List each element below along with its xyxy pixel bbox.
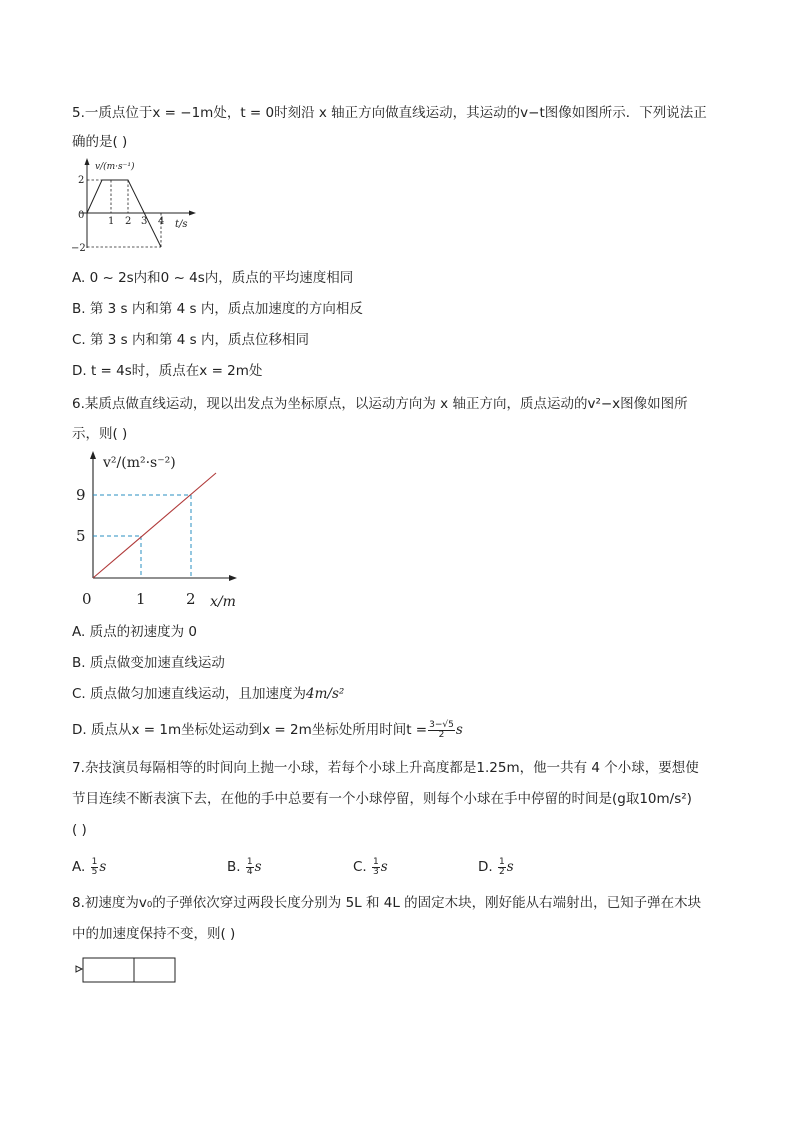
q6-option-b: B. 质点做变加速直线运动 [72, 655, 225, 671]
q7-option-d [478, 857, 514, 877]
q6-stem-line2: 示，则( ) [72, 426, 128, 442]
q6-v2x-graph [76, 447, 246, 615]
q6-option-c-math: 4m/s² [306, 686, 345, 702]
q7-option-a-num: 1 [91, 856, 98, 867]
q6-ytick-5: 5 [76, 527, 86, 545]
q5-xtick-2: 2 [125, 216, 132, 227]
q7-option-a-den: 5 [91, 866, 98, 877]
wood-block-4l [134, 958, 175, 982]
q7-option-b-label: B. [227, 859, 241, 875]
q7-option-d-num: 1 [498, 856, 505, 867]
q7-option-a-label: A. [72, 859, 86, 875]
q5-ytick-neg2: −2 [71, 243, 86, 254]
q7-option-c-den: 3 [373, 866, 379, 877]
q6-xtick-1: 1 [136, 590, 146, 608]
q5-ytick-0: 0 [78, 210, 85, 221]
q7-option-d-den: 2 [498, 866, 505, 877]
q5-xtick-1: 1 [108, 216, 115, 227]
q6-xlabel: x/m [210, 594, 236, 610]
q5-xtick-3: 3 [141, 216, 148, 227]
q6-xtick-2: 2 [186, 590, 196, 608]
q6-option-d-unit: s [455, 722, 463, 738]
q7-option-a-fraction [91, 858, 99, 877]
q6-ylabel: v²/(m²·s⁻²) [103, 455, 176, 471]
q7-option-b-num: 1 [246, 856, 253, 867]
q6-xtick-0: 0 [82, 590, 92, 608]
q7-option-a-unit: s [99, 859, 107, 875]
q6-ytick-9: 9 [76, 486, 86, 504]
q8-stem-line1: 8.初速度为v₀的子弹依次穿过两段长度分别为 5L 和 4L 的固定木块，刚好能从右端射出，已知子弹在木块 [72, 895, 702, 911]
q7-option-c-label: C. [353, 859, 367, 875]
q5-ylabel: v/(m·s⁻¹) [95, 162, 135, 172]
q5-vt-graph [71, 156, 205, 256]
wood-block-5l [83, 958, 134, 982]
q6-option-a: A. 质点的初速度为 0 [72, 624, 197, 640]
q7-stem-line2: 节目连续不断表演下去，在他的手中总要有一个小球停留，则每个小球在手中停留的时间是(g取10m/s²) [72, 791, 692, 807]
q7-option-d-unit: s [506, 859, 514, 875]
q6-option-d [72, 720, 463, 740]
q6-option-c-text: C. 质点做匀加速直线运动，且加速度为 [72, 686, 307, 702]
q6-stem-line1: 6.某质点做直线运动，现以出发点为坐标原点，以运动方向为 x 轴正方向，质点运动的v²−x图像如图所 [72, 396, 688, 412]
q6-option-d-text: D. 质点从x = 1m坐标处运动到x = 2m坐标处所用时间t = [72, 722, 428, 738]
q7-options [72, 857, 572, 877]
q6-option-d-denominator: 2 [438, 729, 445, 740]
q5-xlabel: t/s [175, 219, 188, 230]
q7-stem-line1: 7.杂技演员每隔相等的时间向上抛一小球，若每个小球上升高度都是1.25m，他一共有 4 个小球，要想使 [72, 760, 699, 776]
q5-ytick-2: 2 [78, 175, 85, 186]
q6-option-d-fraction [428, 721, 455, 740]
q7-stem-line3: ( ) [72, 822, 87, 838]
q5-option-b: B. 第 3 s 内和第 4 s 内，质点加速度的方向相反 [72, 301, 363, 317]
q7-option-c-fraction [372, 858, 380, 877]
q8-stem-line2: 中的加速度保持不变，则( ) [72, 926, 236, 942]
q7-option-a [72, 857, 106, 877]
q7-option-b-fraction [246, 858, 254, 877]
q7-option-c [353, 857, 388, 877]
q5-option-c: C. 第 3 s 内和第 4 s 内，质点位移相同 [72, 332, 310, 348]
bullet-icon [76, 966, 82, 972]
q5-option-a: A. 0 ~ 2s内和0 ~ 4s内，质点的平均速度相同 [72, 270, 354, 286]
q5-stem-line2: 确的是( ) [72, 134, 128, 150]
q7-option-c-unit: s [380, 859, 388, 875]
q5-xtick-4: 4 [158, 216, 165, 227]
q7-option-b-unit: s [254, 859, 262, 875]
q5-option-d: D. t = 4s时，质点在x = 2m处 [72, 363, 263, 379]
q7-option-d-fraction [498, 858, 506, 877]
q6-option-d-numerator: 3−√5 [429, 719, 454, 730]
q7-option-b [227, 857, 262, 877]
q7-option-c-num: 1 [373, 856, 379, 867]
q7-option-b-den: 4 [246, 866, 253, 877]
q7-option-d-label: D. [478, 859, 493, 875]
q8-bullet-blocks-diagram [74, 955, 180, 985]
q6-option-c [72, 684, 344, 704]
q5-stem-line1: 5.一质点位于x = −1m处，t = 0时刻沿 x 轴正方向做直线运动，其运动的v−t图像如图所示．下列说法正 [72, 105, 707, 121]
